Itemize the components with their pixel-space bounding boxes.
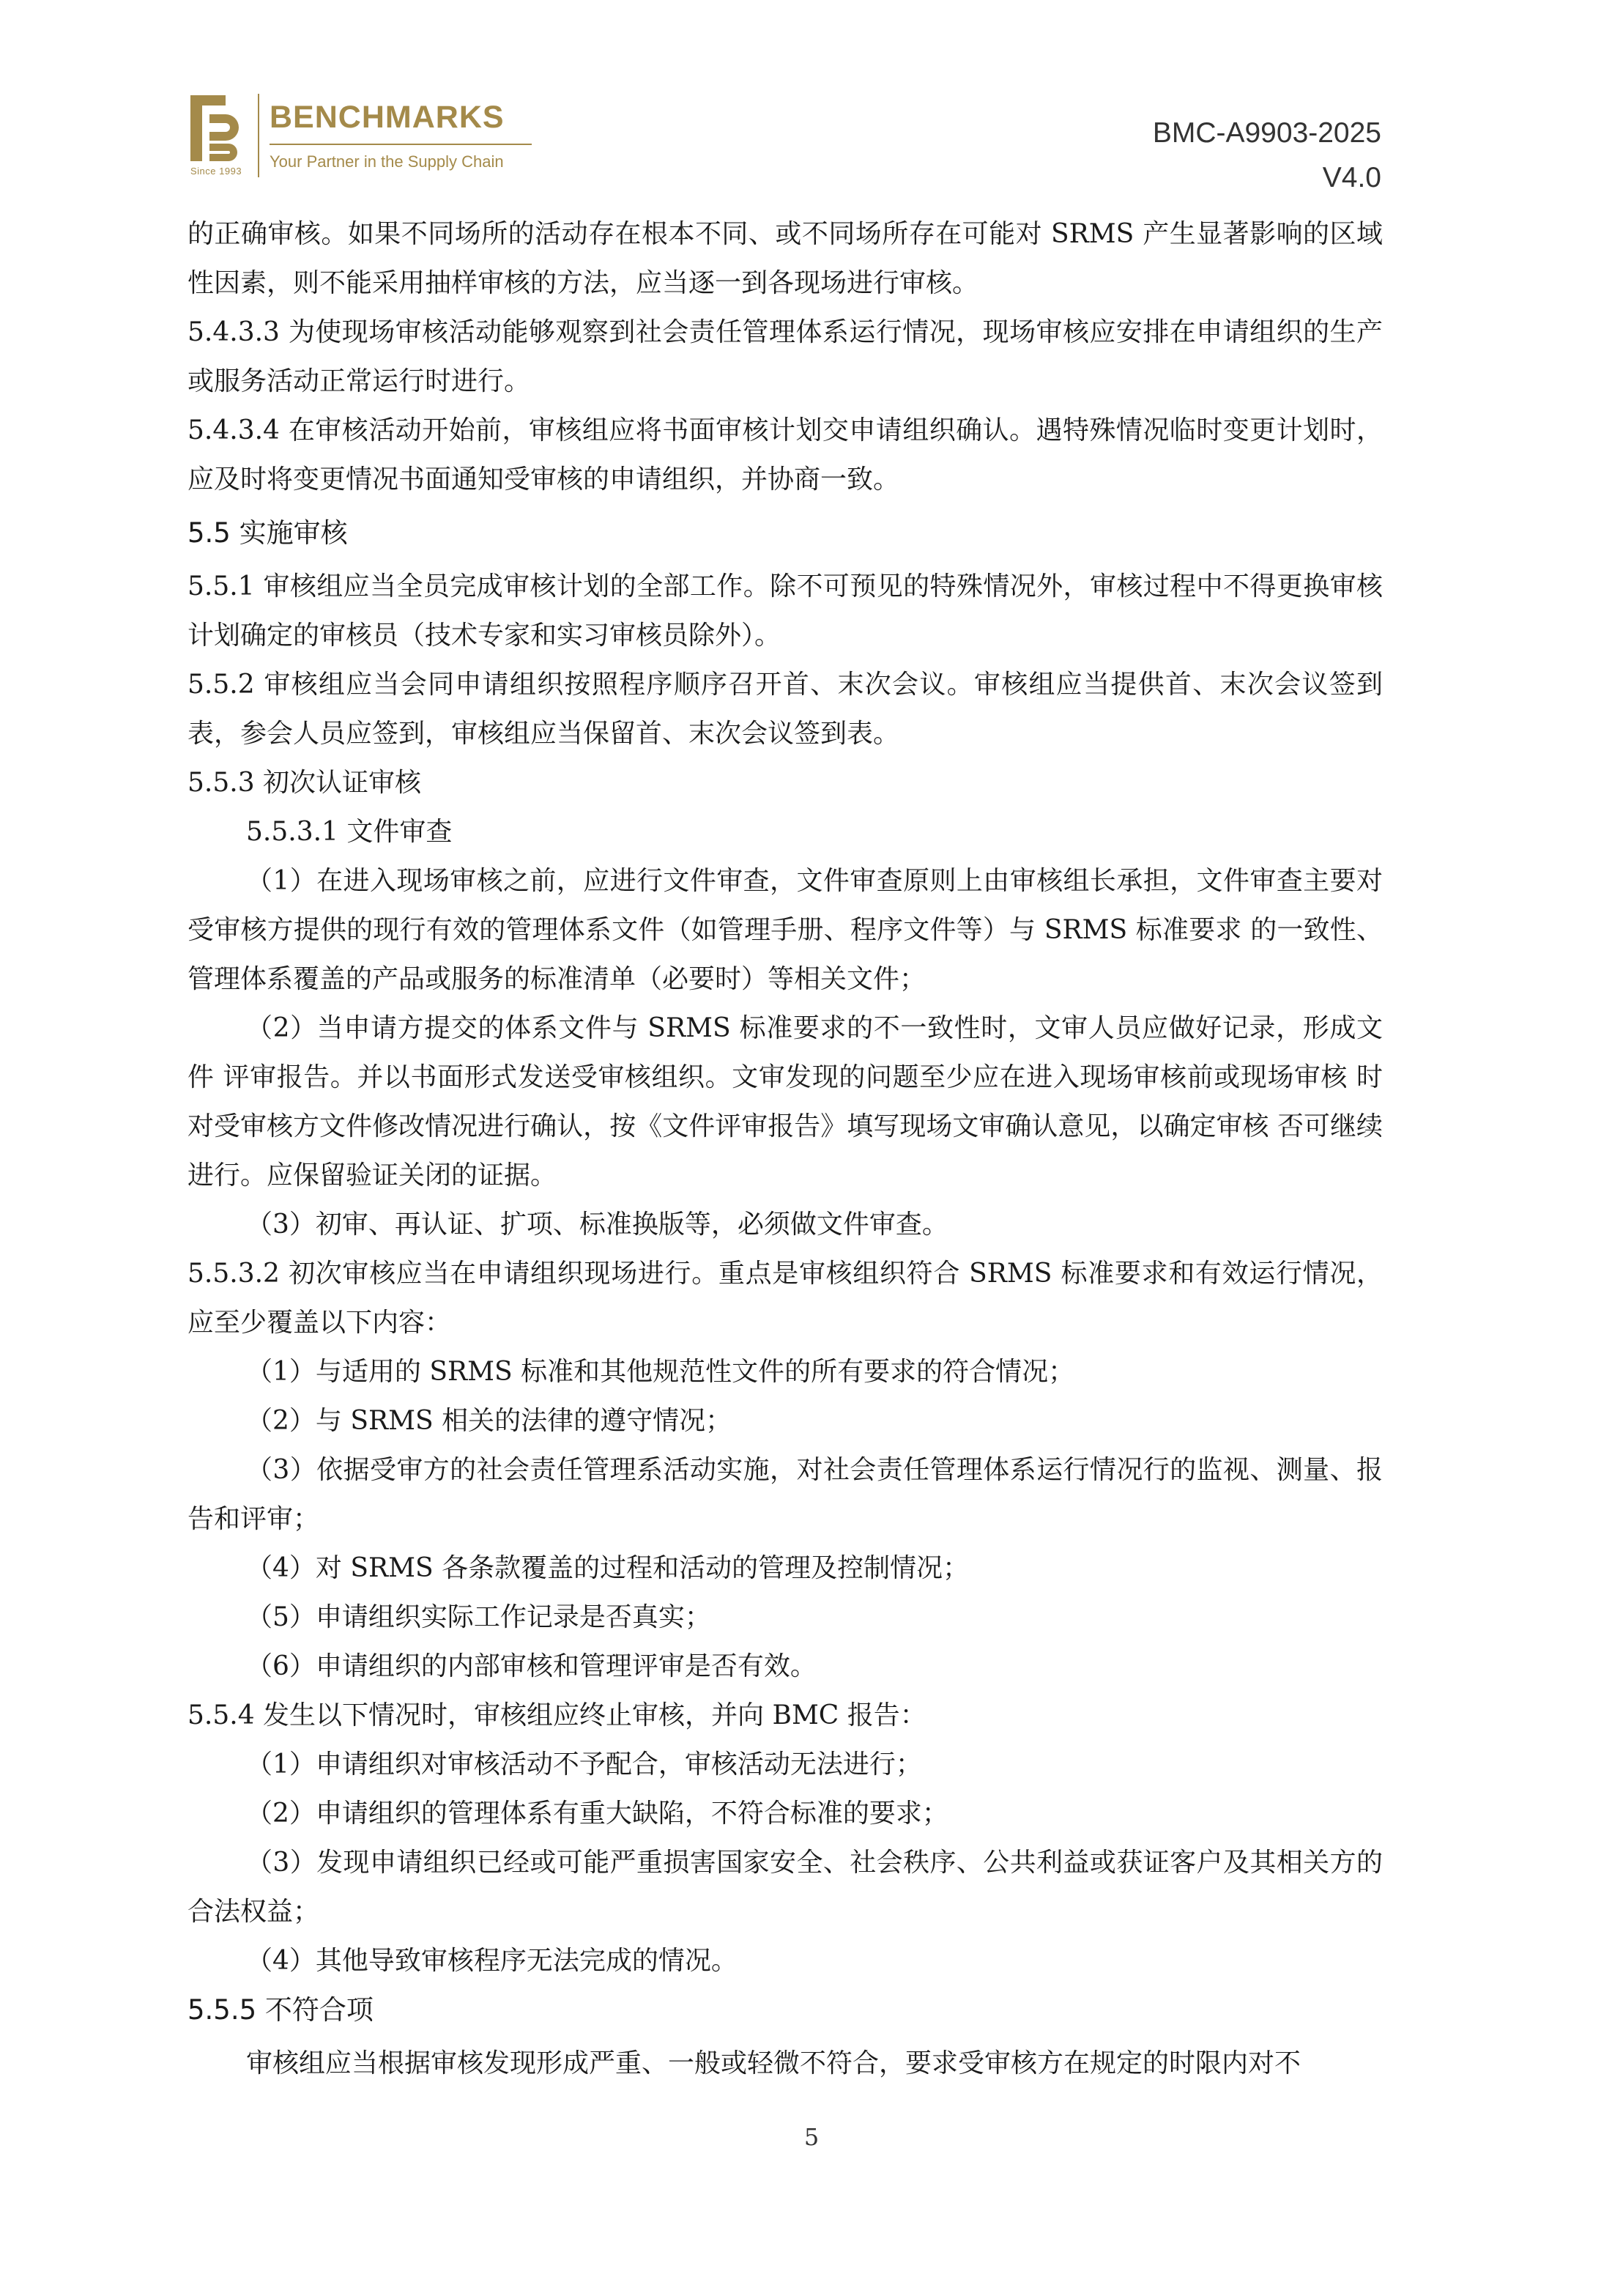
- section-heading-5-5: 5.5 实施审核: [187, 517, 348, 549]
- initial-audit-item-6: （6）申请组织的内部审核和管理评审是否有效。: [246, 1651, 817, 1681]
- logo-company-name: BENCHMARKS: [270, 100, 505, 135]
- clause-5-5-1: 5.5.1 审核组应当全员完成审核计划的全部工作。除不可预见的特殊情况外，审核过程中不得更换审核计划确定的审核员（技术专家和实习审核员除外）。: [187, 571, 1383, 651]
- clause-5-4-3-4: 5.4.3.4 在审核活动开始前，审核组应将书面审核计划交申请组织确认。遇特殊情况临时变更计划时，应及时将变更情况书面通知受审核的申请组织，并协商一致。: [187, 415, 1383, 495]
- logo-since-text: Since 1993: [190, 166, 242, 177]
- clause-5-4-3-3: 5.4.3.3 为使现场审核活动能够观察到社会责任管理体系运行情况，现场审核应安排在申请组织的生产或服务活动正常运行时进行。: [187, 317, 1383, 396]
- document-code: BMC-A9903-2025: [1152, 117, 1381, 149]
- section-heading-5-5-5: 5.5.5 不符合项: [187, 1994, 374, 2026]
- termination-item-1: （1）申请组织对审核活动不予配合，审核活动无法进行；: [246, 1749, 922, 1780]
- initial-audit-item-1: （1）与适用的 SRMS 标准和其他规范性文件的所有要求的符合情况；: [246, 1357, 1075, 1387]
- benchmarks-logo-icon: [187, 92, 246, 166]
- document-review-item-1: （1）在进入现场审核之前，应进行文件审查，文件审查原则上由审核组长承担，文件审查主要对受审核方提供的现行有效的管理体系文件（如管理手册、程序文件等）与 SRMS 标准要求 的一致性、管理体系覆盖的产品或服务的标准清单（必要时）等相关文件；: [187, 866, 1383, 994]
- document-review-item-3: （3）初审、再认证、扩项、标准换版等，必须做文件审查。: [246, 1210, 948, 1240]
- page-number: 5: [803, 2123, 820, 2151]
- clause-5-5-3-2: 5.5.3.2 初次审核应当在申请组织现场进行。重点是审核组织符合 SRMS 标准要求和有效运行情况，应至少覆盖以下内容：: [187, 1259, 1383, 1338]
- termination-item-2: （2）申请组织的管理体系有重大缺陷，不符合标准的要求；: [246, 1799, 948, 1829]
- initial-audit-item-5: （5）申请组织实际工作记录是否真实；: [246, 1602, 711, 1632]
- initial-audit-item-2: （2）与 SRMS 相关的法律的遵守情况；: [246, 1406, 732, 1436]
- termination-item-4: （4）其他导致审核程序无法完成的情况。: [246, 1946, 738, 1976]
- company-logo: [187, 89, 532, 183]
- termination-item-3: （3）发现申请组织已经或可能严重损害国家安全、社会秩序、公共利益或获证客户及其相关方的合法权益；: [187, 1848, 1383, 1927]
- logo-horizontal-divider: [270, 144, 532, 145]
- logo-vertical-divider: [258, 94, 259, 177]
- clause-5-5-3: 5.5.3 初次认证审核: [187, 768, 422, 798]
- initial-audit-item-3: （3）依据受审方的社会责任管理系活动实施，对社会责任管理体系运行情况行的监视、测量、报告和评审；: [187, 1455, 1383, 1534]
- clause-5-5-3-1: 5.5.3.1 文件审查: [246, 817, 453, 847]
- document-version: V4.0: [1322, 162, 1381, 193]
- logo-tagline: Your Partner in the Supply Chain: [270, 152, 504, 171]
- document-review-item-2: （2）当申请方提交的体系文件与 SRMS 标准要求的不一致性时，文审人员应做好记录，形成文件 评审报告。并以书面形式发送受审核组织。文审发现的问题至少应在进入现场审核前或现场审核 时对受审核方文件修改情况进行确认，按《文件评审报告》填写现场文审确认意见，以确定审核 否可继续进行。应保留验证关闭的证据。: [187, 1013, 1383, 1190]
- clause-5-5-4: 5.5.4 发生以下情况时，审核组应终止审核，并向 BMC 报告：: [187, 1700, 926, 1730]
- initial-audit-item-4: （4）对 SRMS 各条款覆盖的过程和活动的管理及控制情况；: [246, 1553, 970, 1583]
- clause-5-5-2: 5.5.2 审核组应当会同申请组织按照程序顺序召开首、末次会议。审核组应当提供首、末次会议签到表，参会人员应签到，审核组应当保留首、末次会议签到表。: [187, 670, 1383, 749]
- paragraph-continuation: 的正确审核。如果不同场所的活动存在根本不同、或不同场所存在可能对 SRMS 产生显著影响的区域性因素，则不能采用抽样审核的方法，应当逐一到各现场进行审核。: [187, 219, 1383, 298]
- document-body: [187, 210, 1383, 2088]
- nonconformity-paragraph: 审核组应当根据审核发现形成严重、一般或轻微不符合，要求受审核方在规定的时限内对不: [246, 2048, 1301, 2078]
